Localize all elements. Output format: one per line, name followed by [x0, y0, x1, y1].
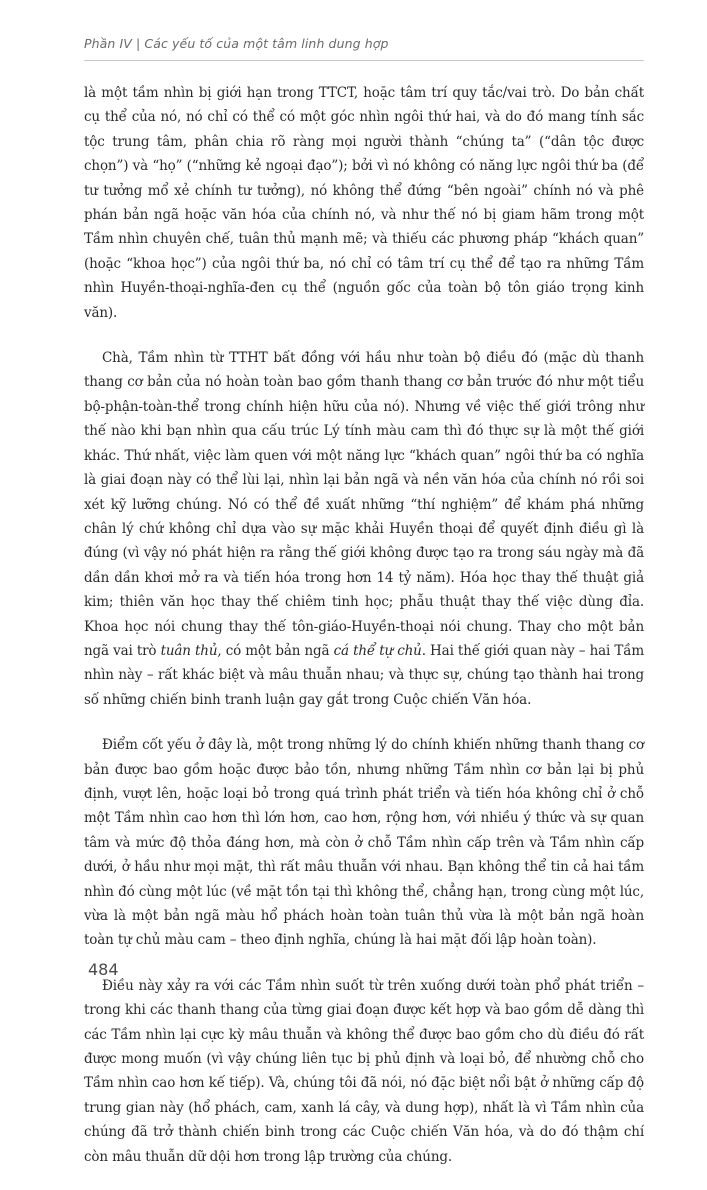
paragraph-2-part-1: Chà, Tầm nhìn từ TTHT bất đồng với hầu như toàn bộ điều đó (mặc dù thanh thang cơ bản của nó hoàn toàn bao gồm thanh thang cơ bản trước đó như một tiểu bộ-phận-toàn-thể trong chính hiện hữu của nó). Nhưng về việc thế giới trông như thế nào khi bạn nhìn qua cấu trúc Lý tính màu cam thì đó thực sự là một thế giới khác. Thứ nhất, việc làm quen với một năng lực “khách quan” ngôi thứ ba có nghĩa là giai đoạn này có thể lùi lại, nhìn lại bản ngã và nền văn hóa của chính nó rồi soi xét kỹ lưỡng chúng. Nó có thể đề xuất những “thí nghiệm” để khám phá những chân lý chứ không chỉ dựa vào sự mặc khải Huyền thoại để quyết định điều gì là đúng (vì vậy nó phát hiện ra rằng thế giới không được tạo ra trong sáu ngày mà đã dần dần khơi mở ra và tiến hóa trong hơn 14 tỷ năm). Hóa học thay thế thuật giả kim; thiên văn học thay thế chiêm tinh học; phẫu thuật thay thế việc dùng đỉa. Khoa học nói chung thay thế tôn-giáo-Huyền-thoại nói chung. Thay cho một bản ngã vai trò [84, 350, 644, 659]
paragraph-3: Điểm cốt yếu ở đây là, một trong những lý do chính khiến những thanh thang cơ bản được bao gồm hoặc được bảo tồn, nhưng những Tầm nhìn cơ bản lại bị phủ định, vượt lên, hoặc loại bỏ trong quá trình phát triển và tiến hóa không chỉ ở chỗ một Tầm nhìn cao hơn thì lớn hơn, cao hơn, rộng hơn, với nhiều ý thức và sự quan tâm và mức độ thỏa đáng hơn, mà còn ở chỗ Tầm nhìn cấp trên và Tầm nhìn cấp dưới, ở hầu như mọi mặt, thì rất mâu thuẫn với nhau. Bạn không thể tin cả hai tầm nhìn đó cùng một lúc (về mặt tồn tại thì không thể, chẳng hạn, trong cùng một lúc, vừa là một bản ngã màu hổ phách hoàn toàn tuân thủ vừa là một bản ngã hoàn toàn tự chủ màu cam – theo định nghĩa, chúng là hai mặt đối lập hoàn toàn). [84, 737, 644, 949]
paragraph-4: Điều này xảy ra với các Tầm nhìn suốt từ trên xuống dưới toàn phổ phát triển – trong khi các thanh thang của từng giai đoạn được kết hợp và bao gồm dễ dàng thì các Tầm nhìn lại cực kỳ mâu thuẫn và không thể được bao gồm cho dù điều đó rất được mong muốn (vì vậy chúng liên tục bị phủ định và loại bỏ, để nhường chỗ cho Tầm nhìn cao hơn kế tiếp). Và, chúng tôi đã nói, nó đặc biệt nổi bật ở những cấp độ trung gian này (hổ phách, cam, xanh lá cây, và dung hợp), nhất là vì Tầm nhìn của chúng đã trở thành chiến binh trong các Cuộc chiến Văn hóa, và do đó thậm chí còn mâu thuẫn dữ dội hơn trong lập trường của chúng. [84, 977, 644, 1165]
emphasis-ca-the-tu-chu: cá thể tự chủ [333, 642, 422, 659]
paragraph-2-part-2: , có một bản ngã [217, 642, 334, 659]
page-number: 484 [88, 960, 119, 979]
paragraph-2-part-3: . Hai thế giới quan này – hai Tầm nhìn này – rất khác biệt và mâu thuẫn nhau; và thực sự, chúng tạo thành hai trong số những chiến binh tranh luận gay gắt trong Cuộc chiến Văn hóa. [84, 642, 645, 708]
running-header: Phần IV | Các yếu tố của một tâm linh dung hợp [84, 36, 389, 51]
paragraph-1: là một tầm nhìn bị giới hạn trong TTCT, hoặc tâm trí quy tắc/vai trò. Do bản chất cụ thể của nó, nó chỉ có thể có một góc nhìn ngôi thứ hai, và do đó mang tính sắc tộc trung tâm, phân chia rõ ràng mọi người thành “chúng ta” (“dân tộc được chọn”) và “họ” (“những kẻ ngoại đạo”); bởi vì nó không có năng lực ngôi thứ ba (để tư tưởng mổ xẻ chính tư tưởng), nó không thể đứng “bên ngoài” chính nó và phê phán bản ngã hoặc văn hóa của chính nó, và như thế nó bị giam hãm trong một Tầm nhìn chuyên chế, tuân thủ mạnh mẽ; và thiếu các phương pháp “khách quan” (hoặc “khoa học”) của ngôi thứ ba, nó chỉ có tâm trí cụ thể để tạo ra những Tầm nhìn Huyền-thoại-nghĩa-đen cụ thể (nguồn gốc của toàn bộ tôn giáo trọng kinh văn). [84, 85, 644, 321]
paragraph-2 [84, 346, 644, 712]
header-divider [84, 60, 644, 61]
emphasis-tuan-thu: tuân thủ [160, 642, 218, 659]
